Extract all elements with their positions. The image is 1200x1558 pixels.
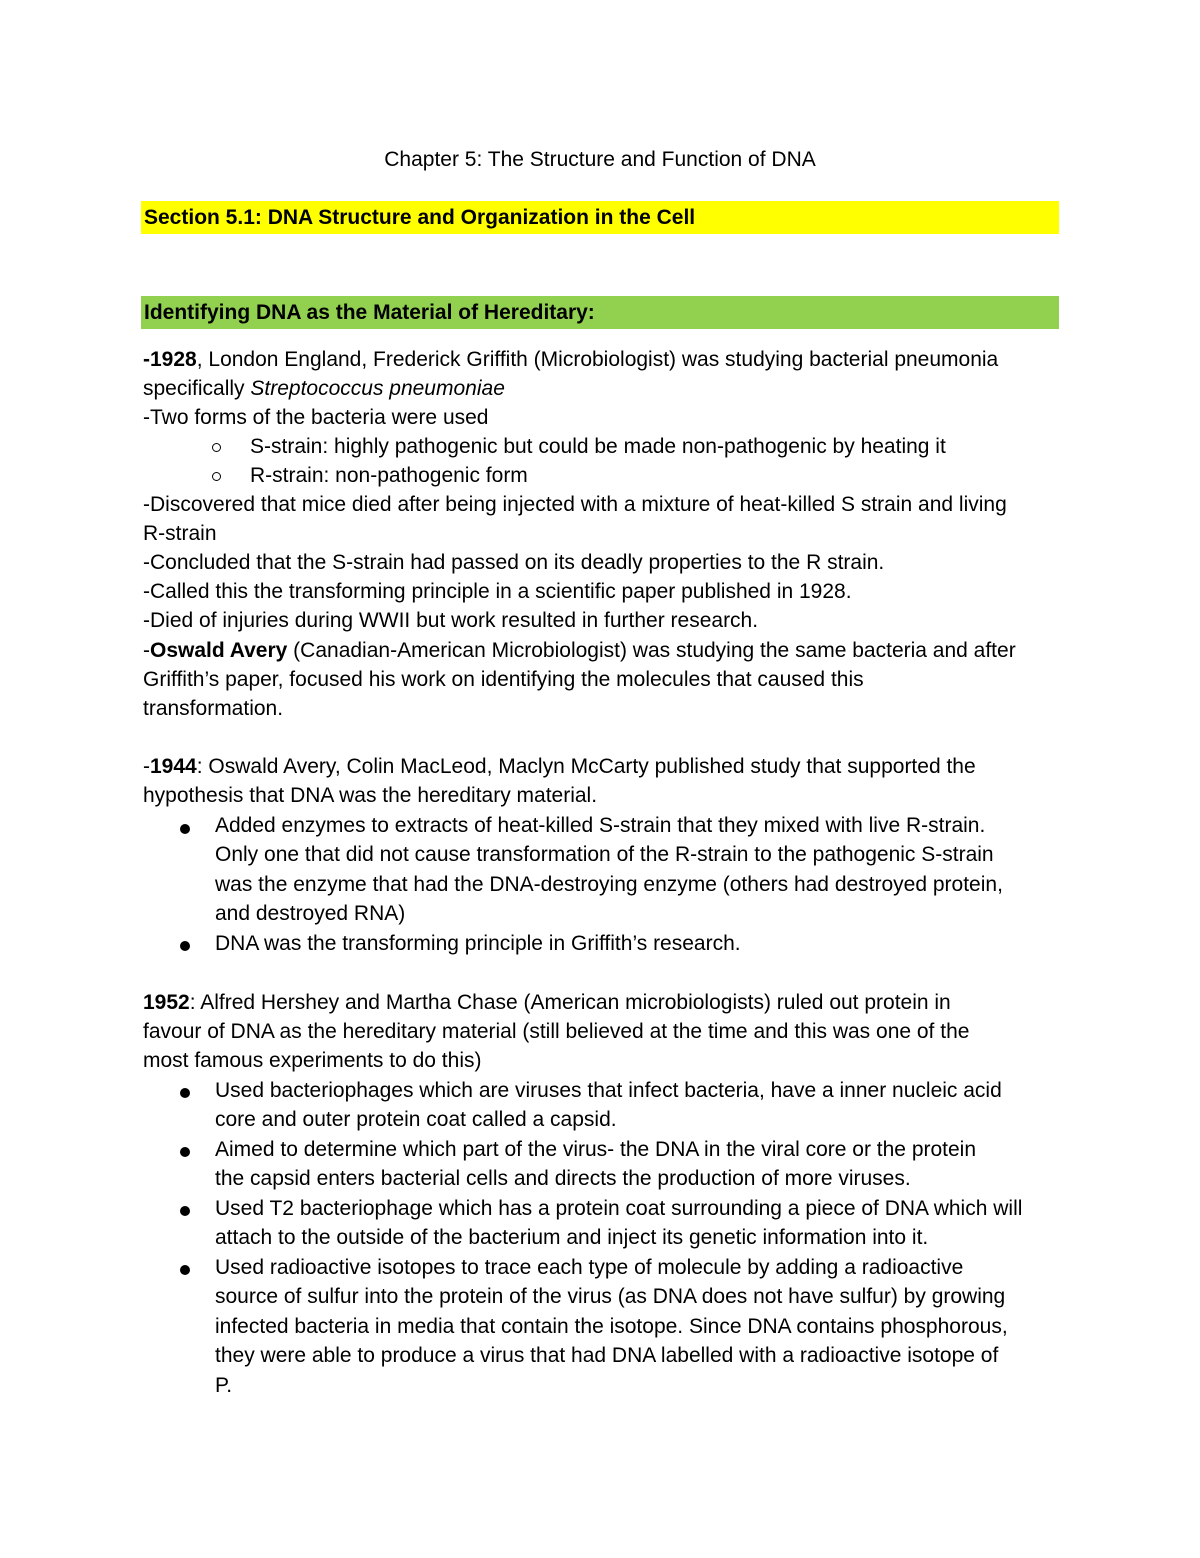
list-item: DNA was the transforming principle in Griffith’s research. [215, 932, 741, 955]
discovered-line-1: -Discovered that mice died after being injected with a mixture of heat-killed S strain and living [143, 493, 1007, 516]
list-item: P. [215, 1374, 233, 1397]
year-1928: -1928 [143, 348, 197, 371]
subsection-heading: Identifying DNA as the Material of Hereditary: [144, 301, 595, 324]
list-item: was the enzyme that had the DNA-destroying enzyme (others had destroyed protein, [215, 873, 1003, 896]
bullet-icon [180, 1206, 190, 1216]
list-item: Only one that did not cause transformation of the R-strain to the pathogenic S-strain [215, 843, 994, 866]
list-item: Added enzymes to extracts of heat-killed S-strain that they mixed with live R-strain. [215, 814, 986, 837]
avery-line-1: -Oswald Avery (Canadian-American Microbiologist) was studying the same bacteria and after [143, 639, 1016, 662]
list-item: core and outer protein coat called a capsid. [215, 1108, 617, 1131]
page-title: Chapter 5: The Structure and Function of DNA [384, 148, 816, 171]
species-name: Streptococcus pneumoniae [250, 377, 505, 400]
circle-bullet-icon [212, 472, 221, 481]
list-item: source of sulfur into the protein of the virus (as DNA does not have sulfur) by growing [215, 1285, 1006, 1308]
bullet-icon [180, 1265, 190, 1275]
died-line: -Died of injuries during WWII but work resulted in further research. [143, 609, 759, 632]
form-r-strain: R-strain: non-pathogenic form [250, 464, 528, 487]
avery-name: Oswald Avery [150, 639, 288, 662]
avery-1944-line-2: hypothesis that DNA was the hereditary material. [143, 784, 598, 807]
list-item: attach to the outside of the bacterium and inject its genetic information into it. [215, 1226, 929, 1249]
avery-line-3: transformation. [143, 697, 284, 720]
griffith-line-2: specifically Streptococcus pneumoniae [143, 377, 505, 400]
hershey-line-3: most famous experiments to do this) [143, 1049, 482, 1072]
year-1952: 1952 [143, 991, 190, 1014]
bullet-icon [180, 824, 190, 834]
form-s-strain: S-strain: highly pathogenic but could be made non-pathogenic by heating it [250, 435, 946, 458]
avery-line-2: Griffith’s paper, focused his work on identifying the molecules that caused this [143, 668, 864, 691]
hershey-line-1: 1952: Alfred Hershey and Martha Chase (American microbiologists) ruled out protein in [143, 991, 951, 1014]
griffith-line-1: -1928, London England, Frederick Griffith (Microbiologist) was studying bacterial pneumonia [143, 348, 999, 371]
list-item: and destroyed RNA) [215, 902, 406, 925]
section-heading-bar [141, 201, 1059, 234]
bullet-icon [180, 1147, 190, 1157]
hershey-line-2: favour of DNA as the hereditary material (still believed at the time and this was one of the [143, 1020, 970, 1043]
list-item: they were able to produce a virus that had DNA labelled with a radioactive isotope of [215, 1344, 999, 1367]
discovered-line-2: R-strain [143, 522, 217, 545]
list-item: Aimed to determine which part of the virus- the DNA in the viral core or the protein [215, 1138, 977, 1161]
circle-bullet-icon [212, 443, 221, 452]
bullet-icon [180, 1088, 190, 1098]
list-item: Used radioactive isotopes to trace each type of molecule by adding a radioactive [215, 1256, 964, 1279]
avery-1944-line-1: -1944: Oswald Avery, Colin MacLeod, Maclyn McCarty published study that supported the [143, 755, 976, 778]
bullet-icon [180, 941, 190, 951]
called-line: -Called this the transforming principle in a scientific paper published in 1928. [143, 580, 852, 603]
list-item: Used T2 bacteriophage which has a protein coat surrounding a piece of DNA which will [215, 1197, 1023, 1220]
list-item: Used bacteriophages which are viruses that infect bacteria, have a inner nucleic acid [215, 1079, 1002, 1102]
list-item: the capsid enters bacterial cells and directs the production of more viruses. [215, 1167, 911, 1190]
subsection-heading-bar [141, 296, 1059, 329]
two-forms-line: -Two forms of the bacteria were used [143, 406, 489, 429]
list-item: infected bacteria in media that contain the isotope. Since DNA contains phosphorous, [215, 1315, 1008, 1338]
concluded-line: -Concluded that the S-strain had passed on its deadly properties to the R strain. [143, 551, 885, 574]
section-heading: Section 5.1: DNA Structure and Organization in the Cell [144, 206, 696, 229]
year-1944: 1944 [150, 755, 197, 778]
